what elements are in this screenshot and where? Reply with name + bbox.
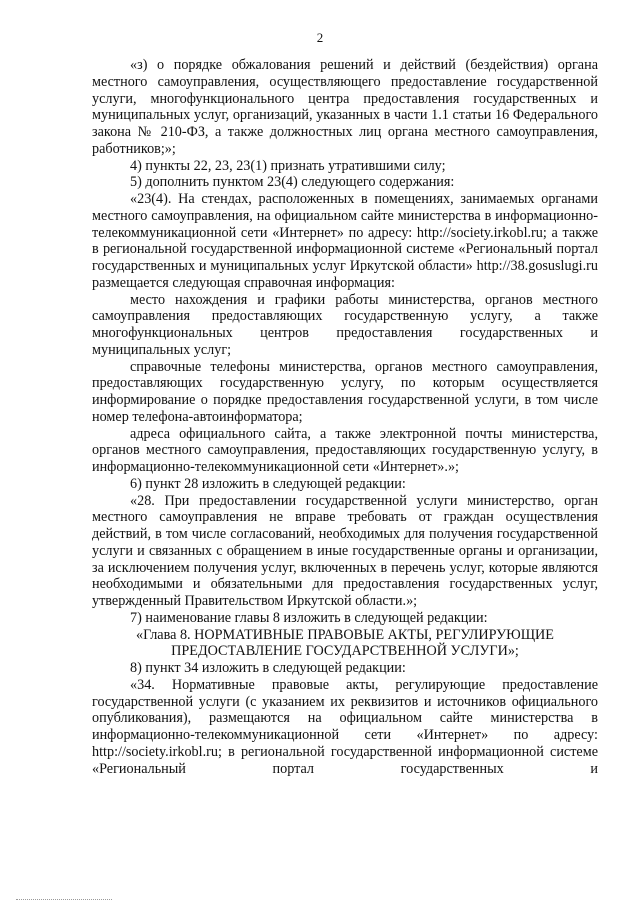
paragraph: «34. Нормативные правовые акты, регулирующие предоставление государственной услуги (с указанием их реквизитов и источников официального опубликования), размещаются на официальном сайте министерства в информационно-телекоммуникационной сети «Интернет» по адресу: http://society.irkobl.ru; в региональной государственной информационной системе «Региональный портал государственных и	[92, 676, 598, 777]
paragraph: адреса официального сайта, а также электронной почты министерства, органов местного самоуправления, предоставляющих государственную услугу, в информационно-телекоммуникационной сети «Интернет».»;	[92, 425, 598, 475]
paragraph: «з) о порядке обжалования решений и действий (бездействия) органа местного самоуправления, осуществляющего предоставление государственной услуги, многофункционального центра предоставления государственных и муниципальных услуг, организаций, указанных в части 1.1 статьи 16 Федерального закона № 210-ФЗ, а также должностных лиц органа местного самоуправления, работников;»;	[92, 57, 598, 157]
paragraph: 8) пункт 34 изложить в следующей редакции:	[130, 660, 406, 676]
paragraph: 7) наименование главы 8 изложить в следующей редакции:	[130, 609, 488, 626]
document-body	[92, 57, 598, 777]
paragraph: справочные телефоны министерства, органов местного самоуправления, предоставляющих государственную услугу, по которым осуществляется информирование о порядке предоставления государственной услуги, в том числе номер телефона-автоинформатора;	[92, 358, 598, 425]
paragraph: 5) дополнить пунктом 23(4) следующего содержания:	[130, 174, 455, 191]
paragraph: «28. При предоставлении государственной услуги министерство, орган местного самоуправления не вправе требовать от граждан осуществления действий, в том числе согласований, необходимых для получения государственной услуги и связанных с обращением в иные государственные органы и организации, за исключением получения услуг, включенных в перечень услуг, которые являются необходимыми и обязательными для предоставления государственных услуг, утвержденный Правительством Иркутской области.»;	[92, 492, 598, 609]
paragraph: место нахождения и графики работы министерства, органов местного самоуправления предоставляющих государственную услугу, а также многофункциональных центров предоставления государственных и муниципальных услуг;	[92, 291, 598, 358]
scan-artifact	[16, 899, 112, 901]
chapter-heading: «Глава 8. НОРМАТИВНЫЕ ПРАВОВЫЕ АКТЫ, РЕГУЛИРУЮЩИЕ ПРЕДОСТАВЛЕНИЕ ГОСУДАРСТВЕННОЙ УСЛУГИ»;	[136, 626, 554, 660]
paragraph: 6) пункт 28 изложить в следующей редакции:	[130, 475, 406, 492]
paragraph: «23(4). На стендах, расположенных в помещениях, занимаемых органами местного самоуправления, на официальном сайте министерства в информационно-телекоммуникационной сети «Интернет» по адресу: http://society.irkobl.ru; а также в региональной государственной информационной системе «Региональный портал государственных и муниципальных услуг Иркутской области» http://38.gosuslugi.ru размещается следующая справочная информация:	[92, 191, 598, 291]
page-number: 2	[316, 30, 324, 45]
paragraph: 4) пункты 22, 23, 23(1) признать утратившими силу;	[130, 157, 446, 174]
